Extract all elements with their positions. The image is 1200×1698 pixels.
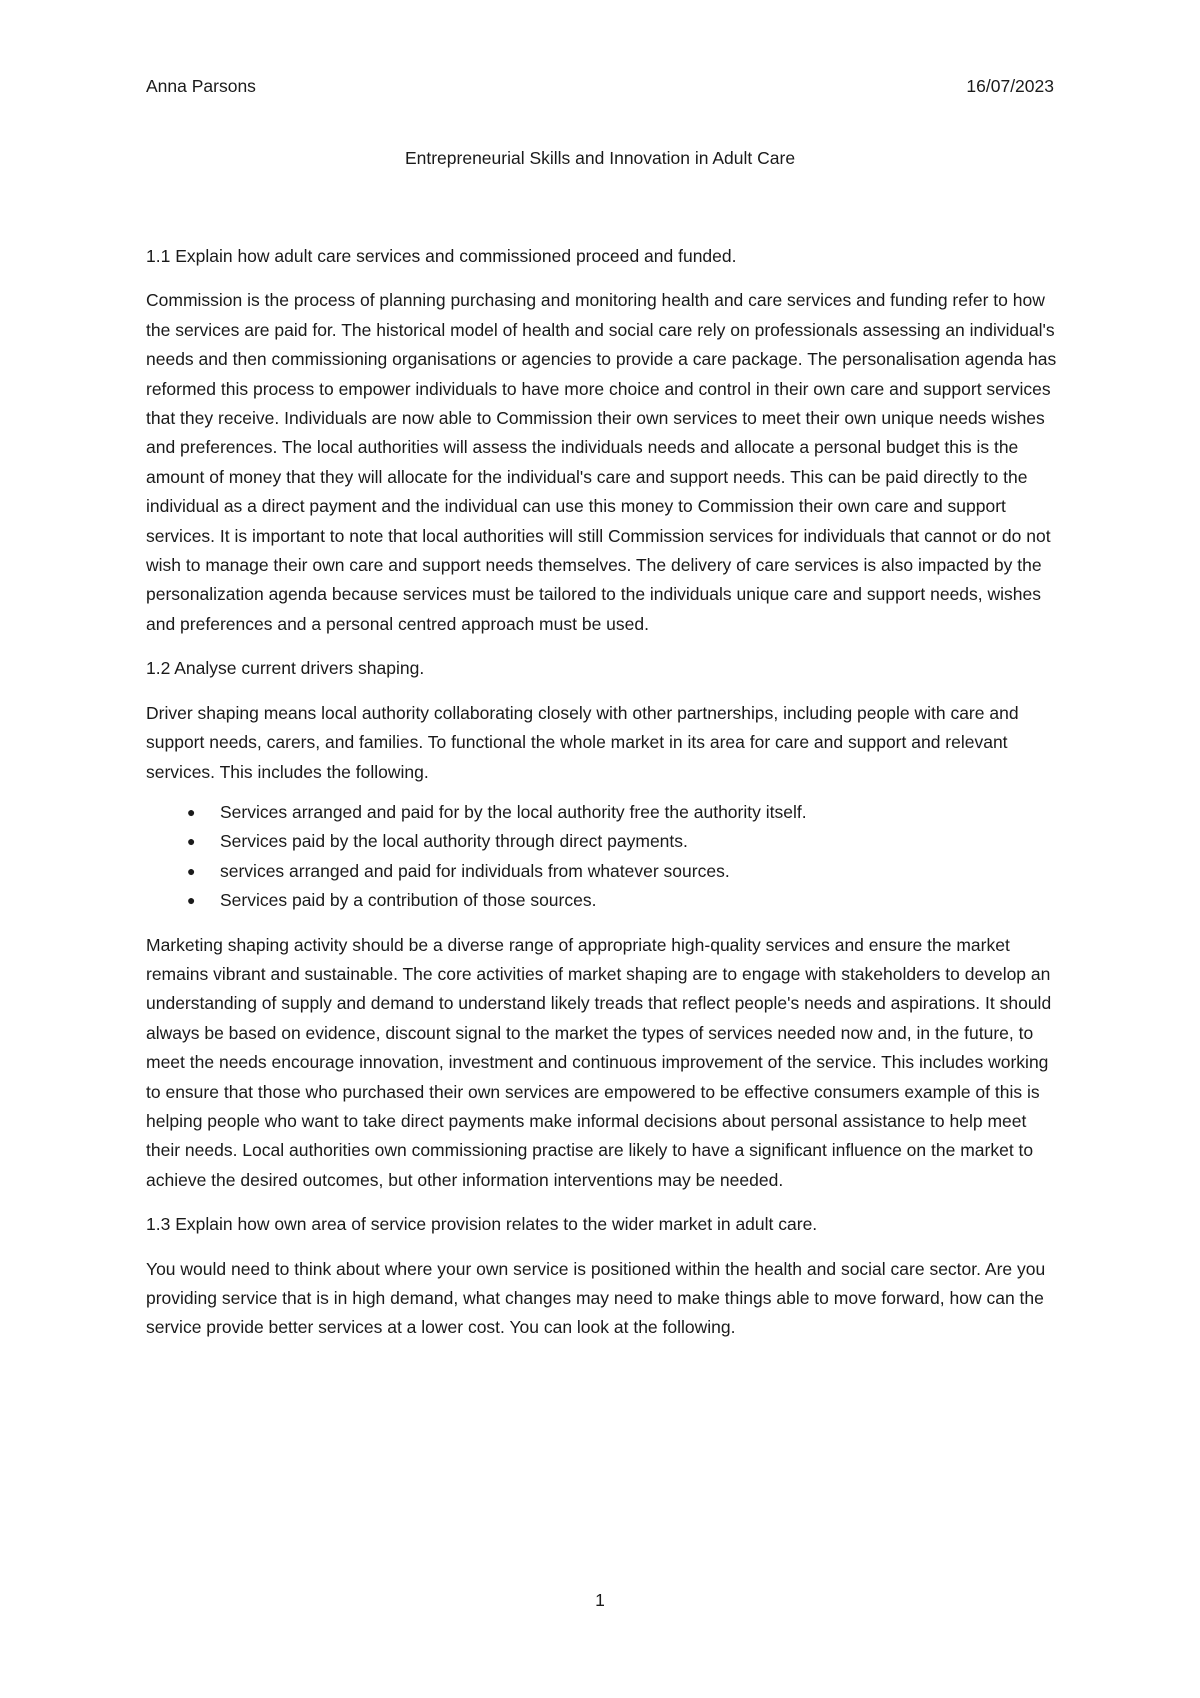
list-item-text: Services arranged and paid for by the local authority free the authority itself. bbox=[220, 801, 807, 822]
section-1-2-bullet-list bbox=[146, 798, 1058, 916]
section-1-3-heading: 1.3 Explain how own area of service provision relates to the wider market in adult care. bbox=[146, 1214, 818, 1235]
bullet-icon: ● bbox=[187, 833, 196, 850]
section-1-1-body: Commission is the process of planning purchasing and monitoring health and care services and funding refer to how the services are paid for. The historical model of health and social care rely on professionals assessing an individual's needs and then commissioning organisations or agencies to provide a care package. The personalisation agenda has reformed this process to empower individuals to have more choice and control in their own care and support services that they receive. Individuals are now able to Commission their own services to meet their own unique needs wishes and preferences. The local authorities will assess the individuals needs and allocate a personal budget this is the amount of money that they will allocate for the individual's care and support needs. This can be paid directly to the individual as a direct payment and the individual can use this money to Commission their own care and support services. It is important to note that local authorities will still Commission services for individuals that cannot or do not wish to manage their own care and support needs themselves. The delivery of care services is also impacted by the personalization agenda because services must be tailored to the individuals unique care and support needs, wishes and preferences and a personal centred approach must be used. bbox=[146, 290, 1057, 634]
header-author: Anna Parsons bbox=[146, 76, 256, 96]
section-1-2-body: Driver shaping means local authority collaborating closely with other partnerships, including people with care and support needs, carers, and families. To functional the whole market in its area for care and support and relevant services. This includes the following. bbox=[146, 702, 1019, 782]
list-item-text: services arranged and paid for individuals from whatever sources. bbox=[220, 860, 730, 881]
document-body bbox=[146, 242, 1058, 1358]
section-1-3-body: You would need to think about where your own service is positioned within the health and social care sector. Are you providing service that is in high demand, what changes may need to make things able to move forward, how can the service provide better services at a lower cost. You can look at the following. bbox=[146, 1258, 1046, 1338]
list-item-text: Services paid by a contribution of those sources. bbox=[220, 890, 597, 911]
bullet-icon: ● bbox=[187, 862, 196, 879]
list-item bbox=[187, 886, 1058, 915]
section-1-2-heading: 1.2 Analyse current drivers shaping. bbox=[146, 658, 425, 679]
page-number: 1 bbox=[595, 1590, 605, 1610]
list-item bbox=[187, 857, 1058, 886]
list-item-text: Services paid by the local authority through direct payments. bbox=[220, 831, 688, 852]
header-date: 16/07/2023 bbox=[966, 76, 1054, 96]
bullet-icon: ● bbox=[187, 892, 196, 909]
list-item bbox=[187, 827, 1058, 856]
document-title: Entrepreneurial Skills and Innovation in Adult Care bbox=[404, 148, 796, 168]
list-item bbox=[187, 798, 1058, 827]
section-1-1-heading: 1.1 Explain how adult care services and commissioned proceed and funded. bbox=[146, 246, 737, 266]
section-1-2-body-continued: Marketing shaping activity should be a diverse range of appropriate high-quality services and ensure the market remains vibrant and sustainable. The core activities of market shaping are to engage with stakeholders to develop an understanding of supply and demand to understand likely treads that reflect people's needs and aspirations. It should always be based on evidence, discount signal to the market the types of services needed now and, in the future, to meet the needs encourage innovation, investment and continuous improvement of the service. This includes working to ensure that those who purchased their own services are empowered to be effective consumers example of this is helping people who want to take direct payments make informal decisions about personal assistance to help meet their needs. Local authorities own commissioning practise are likely to have a significant influence on the market to achieve the desired outcomes, but other information interventions may be needed. bbox=[146, 934, 1052, 1190]
bullet-icon: ● bbox=[187, 803, 196, 820]
